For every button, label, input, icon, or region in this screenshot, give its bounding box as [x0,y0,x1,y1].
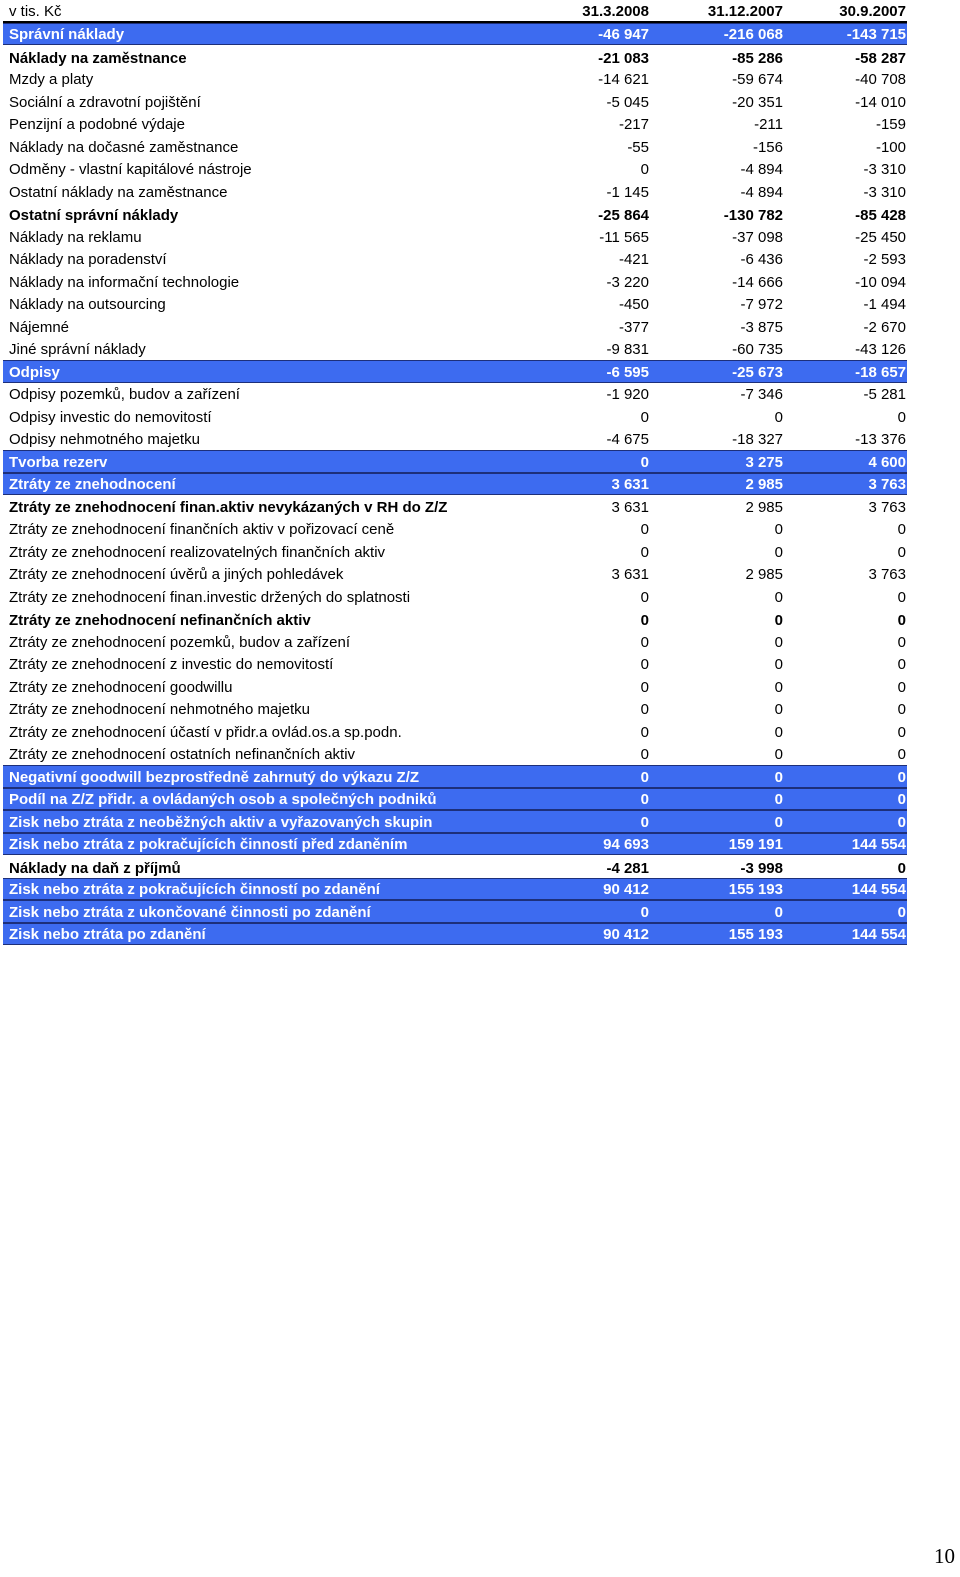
value-2008-03-31: 0 [640,723,649,741]
value-2007-09-30: -3 310 [863,161,906,178]
row-label: Náklady na poradenství [9,251,167,268]
table-row [3,113,907,136]
value-2007-09-30: 0 [897,791,906,808]
row-label: Ztráty ze znehodnocení nefinančních aktiv [9,612,311,629]
row-label: Jiné správní náklady [9,341,146,358]
value-2007-12-31: -18 327 [732,431,783,448]
value-2007-12-31: -85 286 [732,49,783,67]
table-row [3,315,907,338]
table-row [3,383,907,406]
table-row [3,23,907,46]
value-2007-12-31: -14 666 [732,273,783,291]
value-2008-03-31: 0 [640,161,649,178]
value-2007-09-30: 0 [897,903,906,921]
value-2007-09-30: -143 715 [846,26,906,43]
value-2007-09-30: 0 [897,612,906,629]
row-label: Náklady na zaměstnance [9,49,187,67]
value-2008-03-31: 0 [640,903,649,921]
table-row [3,180,907,203]
row-label: Ztráty ze znehodnocení ostatních nefinančních aktiv [9,746,356,763]
value-2008-03-31: 0 [640,678,649,696]
value-2007-12-31: 2 985 [745,566,783,583]
value-2007-09-30: 0 [897,521,906,538]
financial-table [3,0,907,945]
row-label: Ostatní náklady na zaměstnance [9,183,228,201]
table-row [3,675,907,698]
value-2007-09-30: 144 554 [851,836,906,853]
column-header-2008-03-31: 31.3.2008 [582,2,649,20]
unit-label: v tis. Kč [9,2,62,20]
value-2007-12-31: -156 [752,138,783,156]
value-2007-09-30: 0 [897,543,906,561]
row-label: Ztráty ze znehodnocení finan.investic držených do splatnosti [9,588,411,606]
table-row [3,788,907,811]
value-2007-09-30: -18 657 [855,363,906,381]
row-label: Náklady na dočasné zaměstnance [9,138,239,156]
value-2007-12-31: -3 998 [740,859,783,877]
row-label: Sociální a zdravotní pojištění [9,93,201,111]
row-label: Ztráty ze znehodnocení pozemků, budov a zařízení [9,633,351,651]
value-2007-09-30: 0 [897,656,906,673]
value-2007-12-31: -4 894 [740,161,783,178]
row-label: Náklady na reklamu [9,228,142,246]
table-header-row [3,0,907,23]
value-2007-12-31: 0 [774,678,783,696]
value-2007-12-31: 0 [774,408,783,426]
value-2008-03-31: -1 145 [606,183,649,201]
table-row [3,293,907,316]
value-2007-09-30: 0 [897,813,906,831]
value-2007-09-30: -40 708 [855,71,906,88]
value-2007-12-31: 0 [774,521,783,538]
row-label: Zisk nebo ztráta po zdanění [9,926,206,943]
value-2008-03-31: 94 693 [603,836,649,853]
value-2008-03-31: 0 [640,543,649,561]
value-2007-12-31: -6 436 [740,251,783,268]
value-2008-03-31: -1 920 [606,386,649,403]
table-row [3,450,907,473]
value-2007-12-31: 0 [774,633,783,651]
row-label: Odpisy nehmotného majetku [9,431,200,448]
value-2007-09-30: -3 310 [863,183,906,201]
value-2007-09-30: 3 763 [868,476,906,493]
row-label: Správní náklady [9,26,125,43]
value-2008-03-31: 3 631 [611,566,649,583]
value-2007-09-30: -5 281 [863,386,906,403]
row-label: Ztráty ze znehodnocení goodwillu [9,678,233,696]
value-2007-12-31: -211 [754,116,783,133]
value-2007-09-30: 0 [897,408,906,426]
value-2008-03-31: 0 [640,633,649,651]
value-2007-12-31: 155 193 [728,881,783,898]
value-2007-12-31: 0 [774,903,783,921]
value-2007-12-31: 0 [774,768,783,786]
table-row [3,248,907,271]
value-2008-03-31: 0 [640,701,649,718]
value-2007-12-31: 0 [774,723,783,741]
value-2008-03-31: -377 [618,318,649,336]
table-row [3,225,907,248]
value-2007-12-31: 2 985 [745,498,783,516]
table-row [3,765,907,788]
value-2007-12-31: 0 [774,813,783,831]
row-label: Ztráty ze znehodnocení realizovatelných finančních aktiv [9,543,386,561]
row-label: Tvorba rezerv [9,453,108,471]
value-2008-03-31: -55 [627,138,649,156]
value-2007-09-30: 0 [897,746,906,763]
value-2008-03-31: 0 [640,408,649,426]
value-2007-09-30: 0 [897,701,906,718]
value-2008-03-31: 0 [640,746,649,763]
value-2007-12-31: 0 [774,612,783,629]
row-label: Odměny - vlastní kapitálové nástroje [9,161,252,178]
value-2007-09-30: -43 126 [855,341,906,358]
value-2007-12-31: 0 [774,746,783,763]
row-label: Zisk nebo ztráta z pokračujících činností před zdaněním [9,836,408,853]
table-row [3,810,907,833]
table-row [3,495,907,518]
value-2008-03-31: 0 [640,768,649,786]
value-2008-03-31: -46 947 [598,26,649,43]
row-label: Zisk nebo ztráta z pokračujících činností po zdanění [9,881,380,898]
value-2008-03-31: -421 [618,251,649,268]
page-number: 10 [934,1544,955,1568]
value-2007-12-31: -59 674 [732,71,783,88]
value-2008-03-31: 0 [640,791,649,808]
value-2007-09-30: 0 [897,588,906,606]
value-2007-12-31: -3 875 [740,318,783,336]
row-label: Zisk nebo ztráta z neoběžných aktiv a vyřazovaných skupin [9,813,433,831]
value-2008-03-31: 90 412 [603,881,649,898]
table-row [3,203,907,226]
value-2007-09-30: 3 763 [868,566,906,583]
value-2007-12-31: -7 972 [740,296,783,313]
table-row [3,158,907,181]
value-2008-03-31: 3 631 [611,498,649,516]
value-2007-12-31: -20 351 [732,93,783,111]
table-row [3,135,907,158]
table-row [3,833,907,856]
value-2008-03-31: -4 675 [606,431,649,448]
row-label: Ztráty ze znehodnocení z investic do nemovitostí [9,656,334,673]
table-row [3,473,907,496]
row-label: Penzijní a podobné výdaje [9,116,185,133]
table-row [3,270,907,293]
row-label: Nájemné [9,318,70,336]
table-body [3,23,907,946]
row-label: Odpisy investic do nemovitostí [9,408,212,426]
value-2007-12-31: 0 [774,543,783,561]
value-2008-03-31: -217 [618,116,649,133]
value-2008-03-31: 0 [640,656,649,673]
value-2007-12-31: 2 985 [745,476,783,493]
value-2007-09-30: 144 554 [851,881,906,898]
table-row [3,45,907,68]
value-2008-03-31: -9 831 [606,341,649,358]
value-2007-12-31: -25 673 [732,363,783,381]
value-2007-12-31: -4 894 [740,183,783,201]
table-row [3,360,907,383]
value-2007-09-30: -58 287 [855,49,906,67]
value-2008-03-31: 0 [640,453,649,471]
value-2008-03-31: 0 [640,813,649,831]
table-row [3,540,907,563]
table-row [3,68,907,91]
value-2007-09-30: -25 450 [855,228,906,246]
table-row [3,720,907,743]
value-2007-12-31: 3 275 [745,453,783,471]
value-2007-09-30: 4 600 [868,453,906,471]
value-2007-09-30: -159 [875,116,906,133]
table-row [3,743,907,766]
value-2008-03-31: -6 595 [606,363,649,381]
table-row [3,585,907,608]
row-label: Odpisy pozemků, budov a zařízení [9,386,240,403]
row-label: Ztráty ze znehodnocení nehmotného majetku [9,701,311,718]
value-2008-03-31: -25 864 [598,207,649,224]
value-2007-12-31: 159 191 [728,836,783,853]
row-label: Podíl na Z/Z přidr. a ovládaných osob a společných podniků [9,791,437,808]
value-2008-03-31: -14 621 [598,71,649,88]
value-2007-09-30: -85 428 [855,207,906,224]
row-label: Odpisy [9,363,60,381]
table-row [3,900,907,923]
table-row [3,563,907,586]
value-2008-03-31: 0 [640,588,649,606]
table-row [3,923,907,946]
value-2007-09-30: 0 [897,723,906,741]
table-row [3,878,907,901]
value-2007-12-31: -216 068 [723,26,783,43]
table-row [3,630,907,653]
value-2007-09-30: 3 763 [868,498,906,516]
row-label: Ztráty ze znehodnocení finan.aktiv nevykázaných v RH do Z/Z [9,498,448,516]
value-2007-09-30: 0 [897,678,906,696]
table-row [3,518,907,541]
value-2008-03-31: -450 [618,296,649,313]
row-label: Mzdy a platy [9,71,94,88]
value-2007-09-30: -13 376 [855,431,906,448]
value-2007-12-31: -37 098 [732,228,783,246]
value-2007-12-31: 155 193 [728,926,783,943]
table-row [3,855,907,878]
table-row [3,90,907,113]
row-label: Negativní goodwill bezprostředně zahrnutý do výkazu Z/Z [9,768,420,786]
value-2007-09-30: -10 094 [855,273,906,291]
table-row [3,338,907,361]
value-2007-09-30: -100 [875,138,906,156]
value-2008-03-31: -21 083 [598,49,649,67]
value-2007-09-30: -14 010 [855,93,906,111]
value-2008-03-31: -4 281 [606,859,649,877]
row-label: Ztráty ze znehodnocení finančních aktiv v pořizovací ceně [9,521,395,538]
value-2007-09-30: -1 494 [863,296,906,313]
value-2008-03-31: -3 220 [606,273,649,291]
row-label: Ostatní správní náklady [9,207,179,224]
value-2008-03-31: 0 [640,612,649,629]
value-2007-12-31: -60 735 [732,341,783,358]
row-label: Ztráty ze znehodnocení úvěrů a jiných pohledávek [9,566,344,583]
value-2008-03-31: 0 [640,521,649,538]
value-2007-09-30: -2 593 [863,251,906,268]
table-row [3,405,907,428]
row-label: Ztráty ze znehodnocení účastí v přidr.a ovlád.os.a sp.podn. [9,723,402,741]
row-label: Náklady na daň z příjmů [9,859,181,877]
row-label: Ztráty ze znehodnocení [9,476,176,493]
table-row [3,608,907,631]
value-2007-12-31: 0 [774,588,783,606]
table-row [3,653,907,676]
table-row [3,698,907,721]
value-2008-03-31: -5 045 [606,93,649,111]
value-2007-09-30: -2 670 [863,318,906,336]
value-2007-12-31: -130 782 [723,207,783,224]
value-2007-09-30: 0 [897,859,906,877]
column-header-2007-12-31: 31.12.2007 [707,2,783,20]
value-2007-09-30: 144 554 [851,926,906,943]
value-2007-09-30: 0 [897,633,906,651]
row-label: Náklady na informační technologie [9,273,240,291]
value-2007-12-31: -7 346 [740,386,783,403]
value-2007-09-30: 0 [897,768,906,786]
value-2008-03-31: -11 565 [599,228,649,246]
value-2007-12-31: 0 [774,791,783,808]
column-header-2007-09-30: 30.9.2007 [839,2,906,20]
value-2008-03-31: 3 631 [611,476,649,493]
value-2007-12-31: 0 [774,656,783,673]
row-label: Náklady na outsourcing [9,296,166,313]
value-2007-12-31: 0 [774,701,783,718]
value-2008-03-31: 90 412 [603,926,649,943]
row-label: Zisk nebo ztráta z ukončované činnosti po zdanění [9,903,371,921]
table-row [3,428,907,451]
